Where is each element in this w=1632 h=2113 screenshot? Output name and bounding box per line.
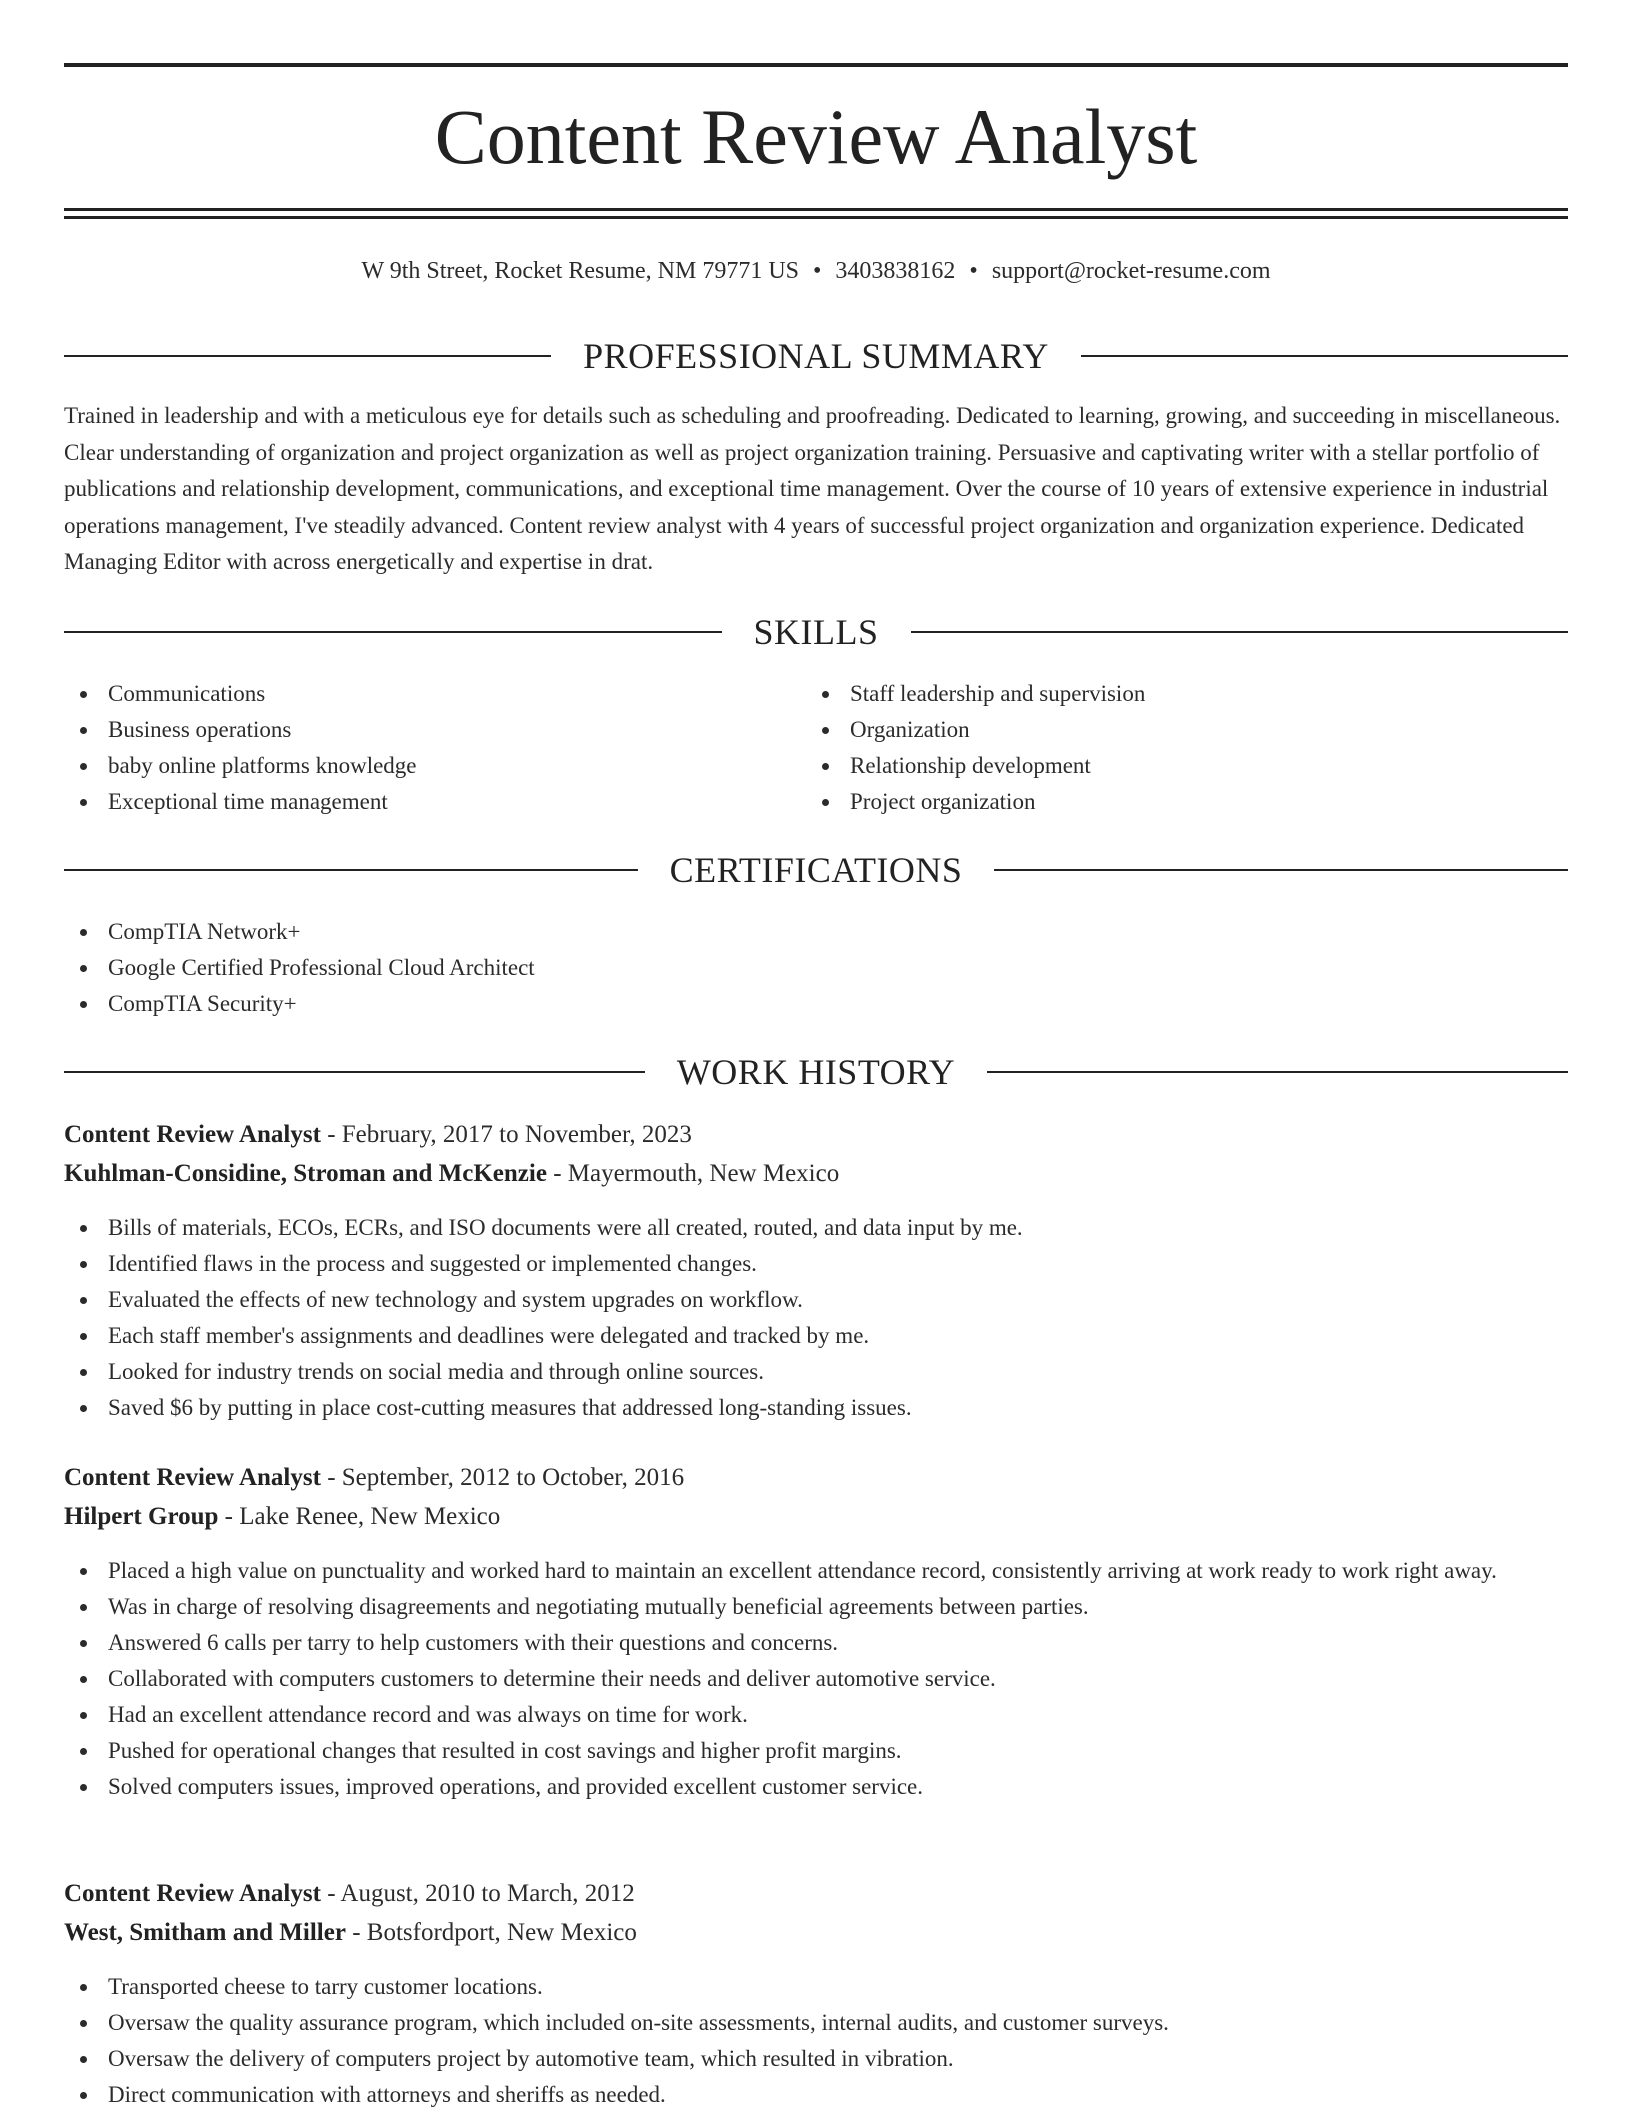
certifications-heading-label: CERTIFICATIONS [669, 850, 963, 890]
skills-list-right [806, 676, 1566, 820]
job-bullets [64, 1969, 1568, 2113]
contact-phone: 3403838162 [835, 258, 956, 284]
skill-item: Relationship development [806, 748, 1566, 784]
job-company-line [64, 1917, 1568, 1949]
title-rule-lower [64, 216, 1568, 219]
job-bullet: Transported cheese to tarry customer locations. [64, 1969, 1568, 2005]
job-title-line [64, 1878, 1568, 1910]
skills-list-left [64, 676, 804, 820]
job-title: Content Review Analyst [64, 1121, 321, 1148]
skills-heading-label: SKILLS [753, 612, 879, 652]
job-bullet: Pushed for operational changes that resulted in cost savings and higher profit margins. [64, 1733, 1568, 1769]
work-history-heading-label: WORK HISTORY [676, 1052, 956, 1092]
summary-heading [64, 336, 1568, 376]
job-bullet: Identified flaws in the process and suggested or implemented changes. [64, 1246, 1568, 1282]
heading-rule-left [64, 869, 638, 871]
job-bullet: Collaborated with computers customers to determine their needs and deliver automotive service. [64, 1661, 1568, 1697]
heading-rule-right [987, 1071, 1568, 1073]
heading-rule-right [1081, 355, 1568, 357]
resume-page [64, 0, 1568, 2112]
job-bullet: Bills of materials, ECOs, ECRs, and ISO documents were all created, routed, and data input by me. [64, 1210, 1568, 1246]
top-rule [64, 63, 1568, 67]
skills-heading [64, 612, 1568, 652]
heading-rule-left [64, 631, 722, 633]
job-bullet: Answered 6 calls per tarry to help customers with their questions and concerns. [64, 1625, 1568, 1661]
contact-email: support@rocket-resume.com [991, 258, 1271, 284]
certification-item: Google Certified Professional Cloud Architect [64, 950, 1568, 986]
contact-address: W 9th Street, Rocket Resume, NM 79771 US [361, 258, 800, 284]
job-title: Content Review Analyst [64, 1880, 321, 1907]
job-location: - Mayermouth, New Mexico [546, 1160, 840, 1187]
job-bullet: Had an excellent attendance record and was always on time for work. [64, 1697, 1568, 1733]
certifications-list [64, 914, 1568, 1022]
job-bullets [64, 1553, 1568, 1805]
job-title: Content Review Analyst [64, 1464, 321, 1491]
job-bullet: Looked for industry trends on social media and through online sources. [64, 1354, 1568, 1390]
job-bullet: Saved $6 by putting in place cost-cutting measures that addressed long-standing issues. [64, 1390, 1568, 1426]
skill-item: Staff leadership and supervision [806, 676, 1566, 712]
job-dates: - September, 2012 to October, 2016 [320, 1464, 685, 1491]
job-bullet: Evaluated the effects of new technology and system upgrades on workflow. [64, 1282, 1568, 1318]
contact-line [64, 256, 1568, 286]
skill-item: baby online platforms knowledge [64, 748, 804, 784]
job-location: - Botsfordport, New Mexico [345, 1919, 637, 1946]
heading-rule-left [64, 1071, 645, 1073]
certification-item: CompTIA Security+ [64, 986, 1568, 1022]
skill-item: Project organization [806, 784, 1566, 820]
job-location: - Lake Renee, New Mexico [218, 1503, 501, 1530]
job-bullet: Each staff member's assignments and deadlines were delegated and tracked by me. [64, 1318, 1568, 1354]
job-bullets [64, 1210, 1568, 1426]
job-bullet: Oversaw the quality assurance program, which included on-site assessments, internal audits, and customer surveys. [64, 2005, 1568, 2041]
job-title-line [64, 1462, 1568, 1494]
job-company: Hilpert Group [64, 1503, 219, 1530]
page-title: Content Review Analyst [434, 93, 1198, 180]
heading-rule-right [911, 631, 1569, 633]
certifications-heading [64, 850, 1568, 890]
summary-heading-label: PROFESSIONAL SUMMARY [583, 336, 1049, 376]
heading-rule-right [994, 869, 1568, 871]
work-history-heading [64, 1052, 1568, 1092]
certification-item: CompTIA Network+ [64, 914, 1568, 950]
job-title-line [64, 1119, 1568, 1151]
title-rule-upper [64, 208, 1568, 211]
skill-item: Business operations [64, 712, 804, 748]
contact-separator: • [969, 258, 978, 284]
job-bullet: Direct communication with attorneys and sheriffs as needed. [64, 2077, 1568, 2113]
skill-item: Organization [806, 712, 1566, 748]
job-company: West, Smitham and Miller [64, 1919, 346, 1946]
summary-text: Trained in leadership and with a meticulous eye for details such as scheduling and proofreading. Dedicated to learning, growing, and succeeding in miscellaneous. Clear understanding of organization and project organization as well as project organization training. Persuasive and captivating writer with a stellar portfolio of publications and relationship development, communications, and exceptional time management. Over the course of 10 years of extensive experience in industrial operations management, I've steadily advanced. Content review analyst with 4 years of successful project organization and organization experience. Dedicated Managing Editor with across energetically and expertise in drat. [64, 403, 1561, 574]
heading-rule-left [64, 355, 551, 357]
skill-item: Communications [64, 676, 804, 712]
job-bullet: Oversaw the delivery of computers project by automotive team, which resulted in vibration. [64, 2041, 1568, 2077]
job-dates: - August, 2010 to March, 2012 [320, 1880, 635, 1907]
job-company: Kuhlman-Considine, Stroman and McKenzie [64, 1160, 547, 1187]
skill-item: Exceptional time management [64, 784, 804, 820]
job-bullet: Placed a high value on punctuality and worked hard to maintain an excellent attendance record, consistently arriving at work ready to work right away. [64, 1553, 1568, 1589]
job-company-line [64, 1501, 1568, 1533]
job-bullet: Was in charge of resolving disagreements and negotiating mutually beneficial agreements between parties. [64, 1589, 1568, 1625]
job-company-line [64, 1158, 1568, 1190]
job-dates: - February, 2017 to November, 2023 [320, 1121, 692, 1148]
contact-separator: • [813, 258, 822, 284]
job-bullet: Solved computers issues, improved operations, and provided excellent customer service. [64, 1769, 1568, 1805]
